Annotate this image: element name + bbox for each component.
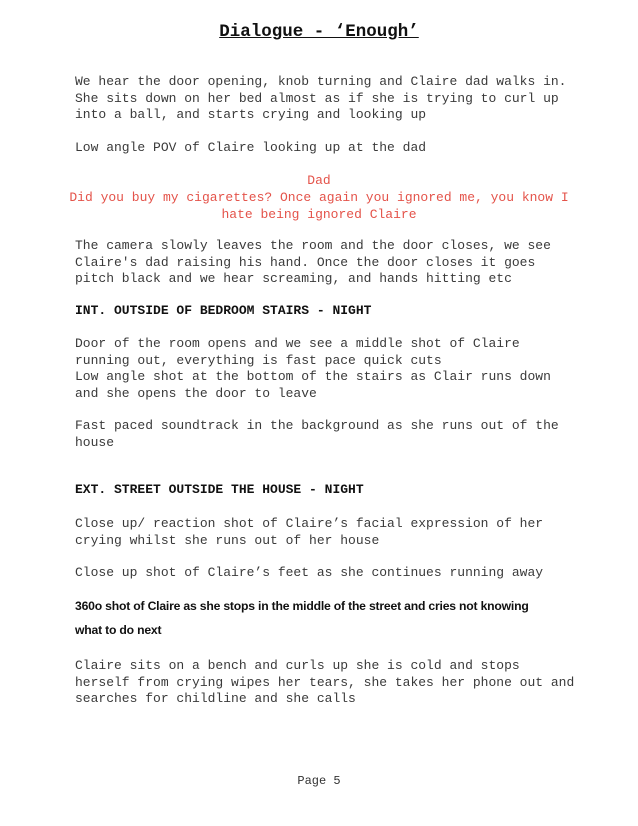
shot-heading-line-2: what to do next (75, 623, 162, 637)
dialogue-block (60, 172, 578, 223)
action-paragraph-bench: Claire sits on a bench and curls up she is cold and stops herself from crying wipes her tears, she takes her phone out and searches for childline and she calls (75, 658, 575, 706)
action-paragraph-door-opening: We hear the door opening, knob turning and Claire dad walks in. She sits down on her bed almost as if she is trying to curl up into a ball, and starts crying and looking up (75, 74, 567, 122)
action-paragraph-door-opens: Door of the room opens and we see a middle shot of Claire running out, everything is fast pace quick cuts Low angle shot at the bottom of the stairs as Clair runs down and she opens the door to leave (75, 336, 551, 401)
shot-heading-line-1: 360o shot of Claire as she stops in the middle of the street and cries not knowing (75, 599, 529, 613)
scene-heading-bedroom-stairs: INT. OUTSIDE OF BEDROOM STAIRS - NIGHT (75, 303, 372, 318)
page-number: Page 5 (297, 774, 341, 788)
action-paragraph-close-up-reaction: Close up/ reaction shot of Claire’s facial expression of her crying whilst she runs out of her house (75, 516, 544, 548)
action-paragraph-camera-leaves: The camera slowly leaves the room and the door closes, we see Claire's dad raising his hand. Once the door closes it goes pitch black and we hear screaming, and hands hitting etc (75, 238, 551, 286)
dialogue-line-2: hate being ignored Claire (221, 207, 417, 222)
action-paragraph-soundtrack: Fast paced soundtrack in the background as she runs out of the house (75, 418, 559, 450)
action-paragraph-feet-shot: Close up shot of Claire’s feet as she continues running away (75, 565, 544, 580)
shot-heading-360 (75, 594, 565, 642)
dialogue-speaker: Dad (307, 173, 331, 188)
page-title: Dialogue - ‘Enough’ (219, 22, 419, 42)
action-paragraph-low-angle-pov: Low angle POV of Claire looking up at the dad (75, 140, 427, 155)
dialogue-line-1: Did you buy my cigarettes? Once again you ignored me, you know I (69, 190, 569, 205)
scene-heading-street: EXT. STREET OUTSIDE THE HOUSE - NIGHT (75, 482, 364, 497)
